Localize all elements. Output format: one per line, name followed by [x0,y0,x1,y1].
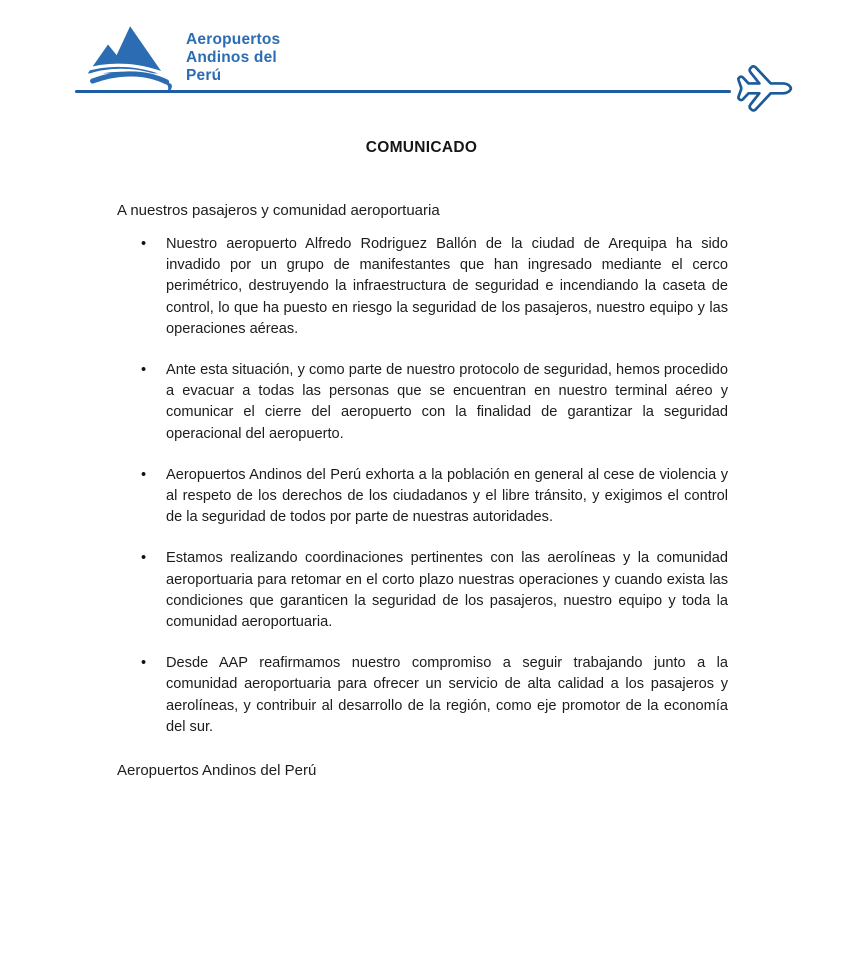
logo-wordmark [186,31,280,85]
mountain-logo-icon [84,22,180,92]
bullet-icon: • [141,466,147,483]
bullet-text: Estamos realizando coordinaciones pertinentes con las aerolíneas y la comunidad aeroportuaria para retomar en el corto plazo nuestras operaciones y cuando exista las condiciones que garanticen la seguridad de los pasajeros, nuestro equipo y toda la comunidad aeroportuaria. [166,550,728,631]
header-rule [75,90,731,93]
bullet-text: Nuestro aeropuerto Alfredo Rodriguez Ballón de la ciudad de Arequipa ha sido invadido por un grupo de manifestantes que han ingresado mediante el cerco perimétrico, destruyendo la infraestructura de seguridad e incendiando la caseta de control, lo que ha puesto en riesgo la seguridad de los pasajeros, nuestro equipo y las operaciones aéreas. [166,236,728,337]
bullet-icon: • [141,550,147,567]
signature: Aeropuertos Andinos del Perú [117,762,317,779]
list-item [117,234,728,340]
airplane-icon [731,56,797,122]
bullet-text: Desde AAP reafirmamos nuestro compromiso a seguir trabajando junto a la comunidad aeroportuaria para ofrecer un servicio de alta calidad a los pasajeros y aerolíneas, y contribuir al desarrollo de la región, como eje promotor de la economía del sur. [166,655,728,735]
page-title: COMUNICADO [365,139,478,156]
list-item [117,653,728,738]
bullet-text: Aeropuertos Andinos del Perú exhorta a la población en general al cese de violencia y al respeto de los derechos de los ciudadanos y el libre tránsito, y exigimos el control de la seguridad de todos por parte de nuestras autoridades. [166,466,728,526]
bullet-icon: • [141,362,147,379]
bullet-text: Ante esta situación, y como parte de nuestro protocolo de seguridad, hemos procedido a evacuar a todas las personas que se encuentran en nuestro terminal aéreo y comunicar el cierre del aeropuerto con la finalidad de garantizar la seguridad operacional del aeropuerto. [166,362,728,442]
list-item [117,548,728,633]
logo-word-line3: Perú [186,67,222,84]
logo-word-line2: Andinos del [186,49,277,66]
bullet-list [117,234,728,758]
list-item [117,360,728,445]
bullet-icon: • [141,655,147,672]
logo-word-line1: Aeropuertos [186,31,281,48]
salutation: A nuestros pasajeros y comunidad aeroportuaria [117,202,440,219]
bullet-icon: • [141,236,147,252]
list-item [117,465,728,529]
